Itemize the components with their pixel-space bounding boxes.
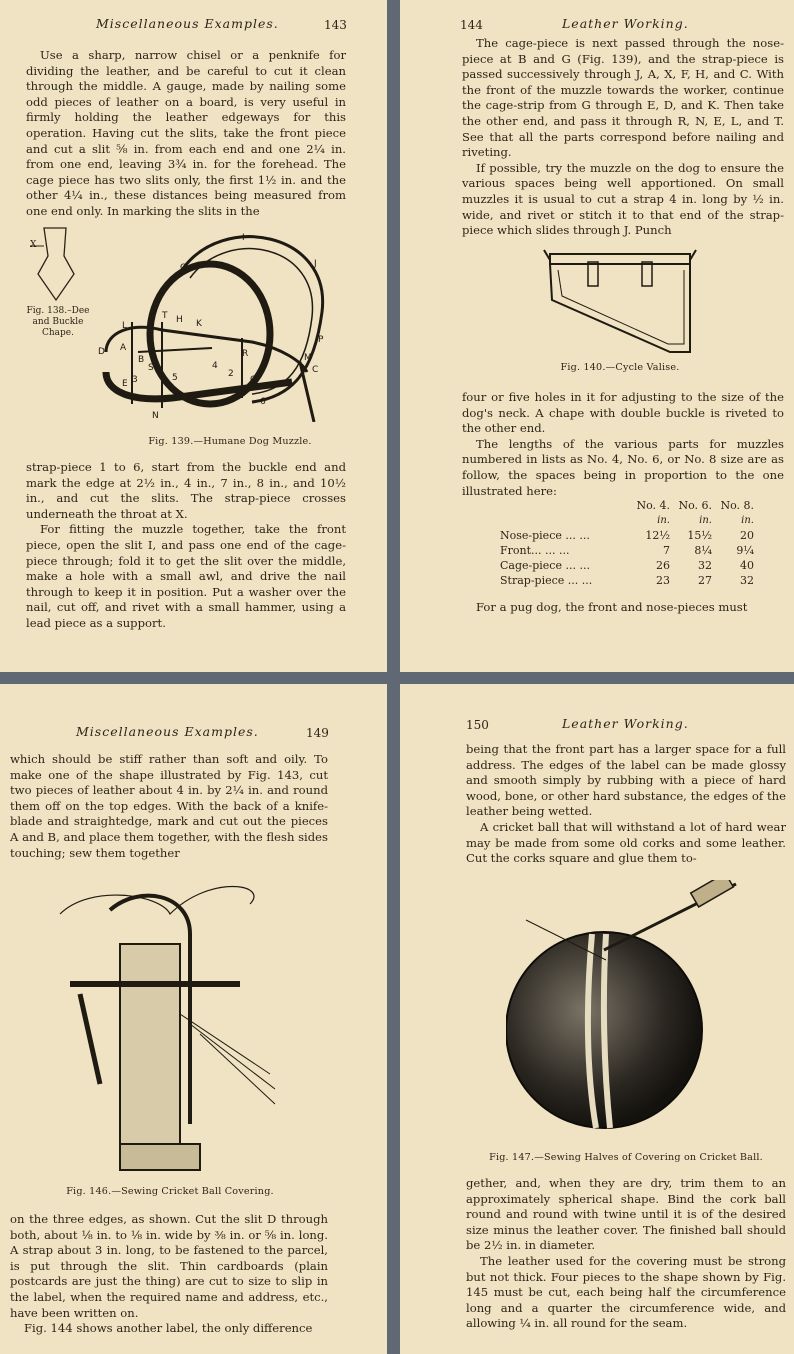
fig-140-cycle-valise — [540, 240, 700, 360]
muzzle-sizes-table — [500, 498, 754, 588]
paragraph: which should be stiff rather than soft and oily. To make one of the shape illustrated by Fig. 143, cut two pieces of leather about 4 in. by 2¼ in. and round them off on the top edges. With the back of a knife-blade and straightedge, mark and cut out the pieces A and B, and place them together, with the flesh sides touching; sew them together — [10, 752, 328, 860]
table-header-row — [500, 498, 754, 513]
paragraph: The leather used for the covering must be strong but not thick. Four pieces to the shape shown by Fig. 145 must be cut, each being half the circumference long and a quarter the circumference wide, and allowing ¼ in. all round for the seam. — [466, 1253, 786, 1331]
fig-139-label: B — [138, 355, 145, 365]
cell: 27 — [698, 574, 712, 587]
paragraph: strap-piece 1 to 6, start from the buckle end and mark the edge at 2½ in., 4 in., 7 in., 8 in., and 10½ in., and cut the slits. The strap-piece crosses underneath the throat at X. — [26, 460, 346, 521]
paragraph: A cricket ball that will withstand a lot of hard wear may be made from some old corks and some leather. Cut the corks square and glue them to- — [466, 819, 786, 866]
fig-139-label: D — [98, 347, 105, 357]
paragraph: For fitting the muzzle together, take the front piece, open the slit I, and pass one end of the cage-piece through; fold it to get the slit over the middle, make a hole with a small awl, and drive the nail through to keep it in position. Put a washer over the nail, cut off, and rivet with a small hammer, using a lead piece as a support. — [26, 522, 346, 630]
paragraph: Fig. 144 shows another label, the only difference — [24, 1321, 313, 1336]
fig-139-label: N — [152, 411, 159, 421]
page-header — [0, 16, 387, 36]
text-block-bottom — [462, 600, 784, 616]
fig-138-letter: X — [30, 240, 37, 250]
fig-139-label: J — [314, 259, 317, 269]
cell: 20 — [740, 529, 754, 542]
fig-147-cricket-ball — [506, 880, 746, 1150]
fig-139-label: 2 — [228, 369, 234, 379]
row-label: Nose-piece ... ... — [500, 529, 590, 542]
cell: 7 — [663, 544, 670, 557]
cell: 8¼ — [694, 544, 712, 557]
text-block-top — [466, 742, 786, 867]
text-block-top — [462, 36, 784, 239]
table-header: No. 4. — [636, 499, 670, 512]
fig-139-label: K — [196, 319, 202, 329]
page-header — [400, 16, 794, 36]
fig-138-caption: Fig. 138.–Dee and Buckle Chape. — [26, 306, 90, 338]
fig-139-dog-muzzle — [92, 222, 352, 422]
paragraph: The lengths of the various parts for muzzles numbered in lists as No. 4, No. 6, or No. 8 size are as follow, the spaces being in proportion to the one illustrated here: — [462, 436, 784, 498]
cell: 26 — [656, 559, 670, 572]
row-label: Strap-piece ... ... — [500, 574, 593, 587]
fig-139-label: T — [162, 311, 168, 321]
fig-147-caption: Fig. 147.—Sewing Halves of Covering on Cricket Ball. — [489, 1152, 763, 1163]
page-150 — [400, 684, 794, 1354]
table-row — [500, 573, 754, 588]
paragraph: The cage-piece is next passed through the nose-piece at B and G (Fig. 139), and the strap-piece is passed successively through J, A, X, F, H, and C. With the front of the muzzle towards the worker, continue the cage-strip from G through E, D, and K. Then take the other end, and pass it through R, N, E, L, and T. See that all the parts correspond before nailing and riveting. — [462, 36, 784, 160]
fig-139-label: M — [304, 353, 312, 363]
fig-139-label: 3 — [132, 375, 138, 385]
unit: in. — [741, 515, 754, 526]
page-143 — [0, 0, 387, 672]
fig-139-label: 5 — [172, 373, 178, 383]
running-title: Miscellaneous Examples. — [96, 16, 279, 31]
fig-146-sewing-clamp — [50, 874, 280, 1174]
fig-139-label: 4 — [212, 361, 218, 371]
paragraph: being that the front part has a larger space for a full address. The edges of the label can be made glossy and smooth simply by rubbing with a piece of hard wood, bone, or other hard substance, the edges of the leather being wetted. — [466, 742, 786, 819]
fig-139-caption: Fig. 139.—Humane Dog Muzzle. — [148, 436, 312, 447]
page-number: 144 — [460, 18, 483, 32]
fig-139-label: I — [242, 233, 245, 243]
table-units-row — [500, 513, 754, 528]
fig-139-label: 6 — [260, 397, 266, 407]
fig-139-label: R — [242, 349, 249, 359]
paragraph: gether, and, when they are dry, trim them to an approximately spherical shape. Bind the cork ball round and round with twine until it is of the desired size minus the leather cover. The finished ball should be 2½ in. in diameter. — [466, 1176, 786, 1253]
text-block-top — [26, 48, 346, 220]
fig-140-caption: Fig. 140.—Cycle Valise. — [560, 362, 680, 373]
cell: 23 — [656, 574, 670, 587]
running-title: Leather Working. — [562, 716, 689, 731]
cell: 32 — [698, 559, 712, 572]
fig-139-label: C — [312, 365, 319, 375]
running-title: Leather Working. — [562, 16, 689, 31]
table-header: No. 6. — [678, 499, 712, 512]
paragraph: on the three edges, as shown. Cut the slit D through both, about ⅛ in. to ⅛ in. wide by ⅜ in. or ⅝ in. long. A strap about 3 in. long, to be fastened to the parcel, is put through the slit. Thin cardboards (plain postcards are just the thing) are cut to size to slip in the label, when the required name and address, etc., have been written on. — [10, 1212, 328, 1320]
paragraph: Use a sharp, narrow chisel or a penknife for dividing the leather, and be careful to cut it clean through the middle. A gauge, made by nailing some odd pieces of leather on a board, is very useful in firmly holding the leather edgeways for this operation. Having cut the slits, take the front piece and cut a slit ⅝ in. from each end and one 2¼ in. from one end, leaving 3¾ in. for the forehead. The cage piece has two slits only, the first 1½ in. and the other 4¼ in., these distances being measured from one end only. In marking the slits in the — [26, 48, 346, 218]
fig-139-label: L — [122, 321, 128, 331]
cell: 40 — [740, 559, 754, 572]
page-header — [0, 724, 387, 744]
cell: 9¼ — [736, 544, 754, 557]
unit: in. — [657, 515, 670, 526]
cell: 32 — [740, 574, 754, 587]
fig-139-label: A — [120, 343, 127, 353]
paragraph: If possible, try the muzzle on the dog to ensure the various spaces being well apportioned. On small muzzles it is usual to cut a strap 4 in. long by ½ in. wide, and rivet or stitch it to that end of the strap-piece which slides through J. Punch — [462, 160, 784, 238]
fig-139-label: S — [148, 363, 154, 373]
fig-139-label: H — [176, 315, 183, 325]
fig-138-dee-buckle-chape — [26, 224, 86, 304]
row-label: Cage-piece ... ... — [500, 559, 590, 572]
page-number: 143 — [324, 18, 347, 32]
running-title: Miscellaneous Examples. — [76, 724, 259, 739]
page-144 — [400, 0, 794, 672]
table-row — [500, 558, 754, 573]
fig-139-label: Q — [180, 263, 188, 273]
unit: in. — [699, 515, 712, 526]
row-label: Front... ... ... — [500, 544, 570, 557]
fig-139-label: P — [318, 335, 324, 345]
page-149 — [0, 684, 387, 1354]
text-block-top — [10, 752, 328, 861]
fig-139-label: E — [122, 379, 128, 389]
fig-146-caption: Fig. 146.—Sewing Cricket Ball Covering. — [66, 1186, 274, 1197]
paragraph: four or five holes in it for adjusting to the size of the dog's neck. A chape with double buckle is riveted to the other end. — [462, 390, 784, 436]
text-block-bottom — [10, 1212, 328, 1337]
paragraph: For a pug dog, the front and nose-pieces must — [476, 600, 748, 614]
table-row — [500, 528, 754, 543]
text-block-bottom — [466, 1176, 786, 1332]
table-header: No. 8. — [720, 499, 754, 512]
text-block-bottom — [26, 460, 346, 632]
text-block-middle — [462, 390, 784, 499]
table-row — [500, 543, 754, 558]
page-number: 149 — [306, 726, 329, 740]
page-header — [400, 716, 794, 736]
page-number: 150 — [466, 718, 489, 732]
cell: 15½ — [687, 529, 712, 542]
cell: 12½ — [645, 529, 670, 542]
fig-139-label: G — [250, 375, 257, 385]
